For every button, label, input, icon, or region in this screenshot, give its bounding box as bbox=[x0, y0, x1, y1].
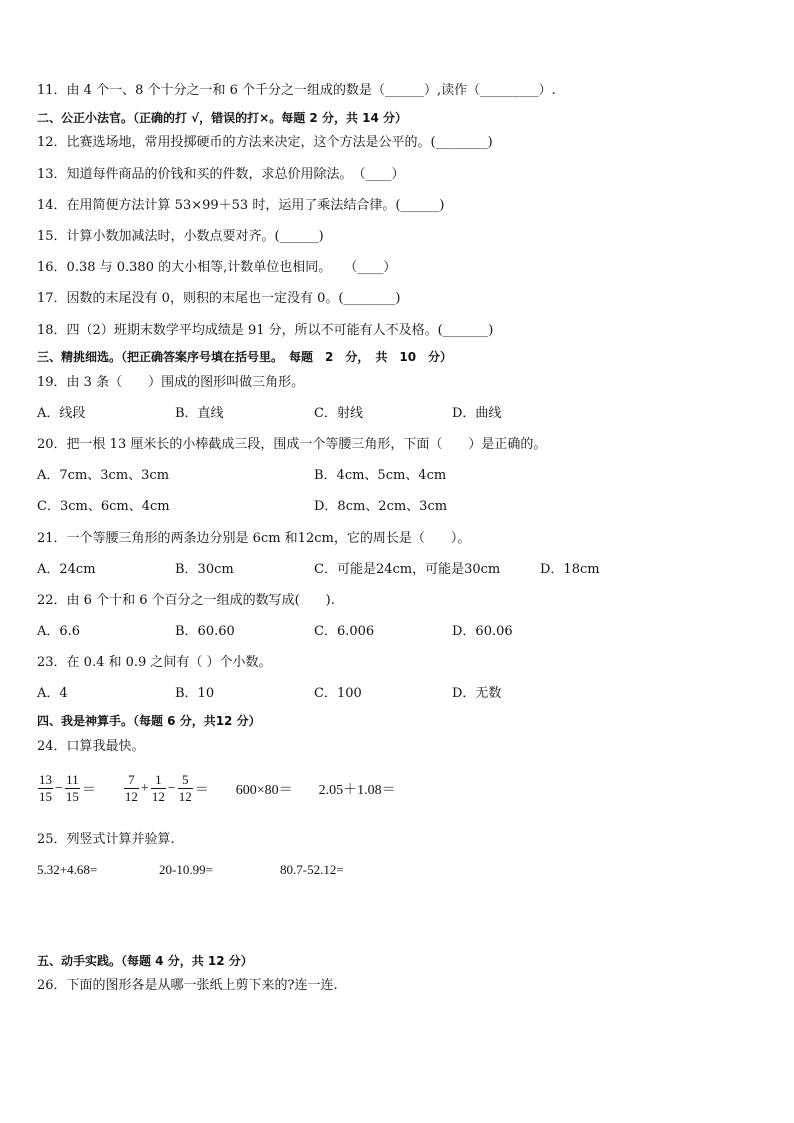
question-21-option-b: B．30cm bbox=[175, 562, 234, 577]
section-2-heading: 二、公正小法官。（正确的打 √，错误的打×。每题 2 分，共 14 分） bbox=[37, 111, 407, 125]
question-20-stem: 20．把一根 13 厘米长的小棒截成三段，围成一个等腰三角形，下面（ ）是正确的。 bbox=[37, 437, 547, 452]
denominator: 15 bbox=[39, 789, 52, 804]
question-21-option-c: C．可能是24cm，可能是30cm bbox=[314, 562, 501, 577]
question-23-option-a: A．4 bbox=[37, 686, 68, 701]
equals-sign: ＝ bbox=[81, 782, 96, 798]
question-21-option-a: A．24cm bbox=[37, 562, 96, 577]
equals-sign: ＝ bbox=[194, 782, 209, 798]
question-26: 26．下面的图形各是从哪一张纸上剪下来的?连一连. bbox=[37, 978, 338, 993]
question-20-option-d: D．8cm、2cm、3cm bbox=[314, 499, 448, 514]
operator: − bbox=[167, 780, 176, 796]
numerator: 5 bbox=[181, 772, 189, 787]
question-25-stem: 25．列竖式计算并验算. bbox=[37, 832, 175, 847]
question-21-stem: 21．一个等腰三角形的两条边分别是 6cm 和12cm，它的周长是（ ）。 bbox=[37, 531, 471, 546]
question-19-stem: 19．由 3 条（ ）围成的图形叫做三角形。 bbox=[37, 375, 305, 390]
question-20-option-b: B．4cm、5cm、4cm bbox=[314, 468, 447, 483]
question-19-option-b: B．直线 bbox=[175, 406, 224, 421]
mental-math-expr-1 bbox=[37, 772, 97, 805]
question-19-option-c: C．射线 bbox=[314, 406, 363, 421]
denominator: 15 bbox=[65, 789, 79, 804]
question-16: 16．0.38 与 0.380 的大小相等,计数单位也相同。 （____） bbox=[37, 260, 397, 275]
fraction bbox=[178, 772, 193, 805]
question-18: 18．四（2）班期末数学平均成绩是 91 分，所以不可能有人不及格。(_______) bbox=[37, 323, 494, 338]
question-20-option-c: C．3cm、6cm、4cm bbox=[37, 499, 170, 514]
numerator: 7 bbox=[128, 772, 135, 787]
question-14: 14．在用简便方法计算 53×99＋53 时，运用了乘法结合律。(______) bbox=[37, 198, 445, 213]
question-22-option-b: B．60.60 bbox=[175, 624, 235, 639]
question-23-option-c: C．100 bbox=[314, 686, 362, 701]
question-11: 11．由 4 个一、8 个十分之一和 6 个千分之一组成的数是（______）,读作（_________）. bbox=[37, 83, 556, 98]
denominator: 12 bbox=[124, 789, 138, 804]
denominator: 12 bbox=[151, 789, 165, 804]
question-13: 13．知道每件商品的价钱和买的件数，求总价用除法。 （____） bbox=[37, 167, 405, 182]
numerator: 13 bbox=[39, 772, 52, 787]
question-19-option-a: A．线段 bbox=[37, 406, 86, 421]
numerator: 1 bbox=[155, 772, 162, 787]
section-4-heading: 四、我是神算手。（每题 6 分，共12 分） bbox=[37, 714, 261, 728]
question-24-stem: 24．口算我最快。 bbox=[37, 739, 145, 754]
question-22-option-c: C．6.006 bbox=[314, 624, 375, 639]
question-23-option-b: B．10 bbox=[175, 686, 215, 701]
question-23-option-d: D．无数 bbox=[452, 686, 502, 701]
mental-math-expr-4: 2.05＋1.08＝ bbox=[318, 782, 396, 798]
vertical-calc-item-3: 80.7-52.12= bbox=[280, 862, 344, 877]
question-22-option-a: A．6.6 bbox=[37, 624, 81, 639]
fraction bbox=[38, 772, 53, 805]
question-24-expressions bbox=[37, 772, 396, 805]
numerator: 11 bbox=[66, 772, 79, 787]
question-15: 15．计算小数加减法时，小数点要对齐。(______) bbox=[37, 229, 324, 244]
vertical-calc-item-2: 20-10.99= bbox=[159, 862, 213, 877]
question-20-option-a: A．7cm、3cm、3cm bbox=[37, 468, 170, 483]
operator: − bbox=[55, 780, 63, 796]
operator: + bbox=[140, 780, 149, 796]
denominator: 12 bbox=[178, 789, 192, 804]
section-3-heading: 三、精挑细选。（把正确答案序号填在括号里。 每题 2 分， 共 10 分） bbox=[37, 350, 453, 364]
question-21-option-d: D．18cm bbox=[540, 562, 600, 577]
mental-math-expr-2 bbox=[123, 772, 210, 805]
section-5-heading: 五、动手实践。（每题 4 分，共 12 分） bbox=[37, 954, 253, 968]
fraction bbox=[65, 772, 80, 805]
question-23-stem: 23．在 0.4 和 0.9 之间有（ ）个小数。 bbox=[37, 655, 272, 670]
question-19-option-d: D．曲线 bbox=[452, 406, 502, 421]
fraction bbox=[151, 772, 166, 805]
mental-math-expr-3: 600×80＝ bbox=[235, 782, 293, 798]
question-17: 17．因数的末尾没有 0，则积的末尾也一定没有 0。(________) bbox=[37, 291, 401, 306]
question-12: 12．比赛选场地，常用投掷硬币的方法来决定，这个方法是公平的。(________) bbox=[37, 135, 493, 150]
vertical-calc-item-1: 5.32+4.68= bbox=[37, 862, 98, 877]
question-22-stem: 22．由 6 个十和 6 个百分之一组成的数写成( ). bbox=[37, 593, 335, 608]
fraction bbox=[124, 772, 139, 805]
question-22-option-d: D．60.06 bbox=[452, 624, 513, 639]
